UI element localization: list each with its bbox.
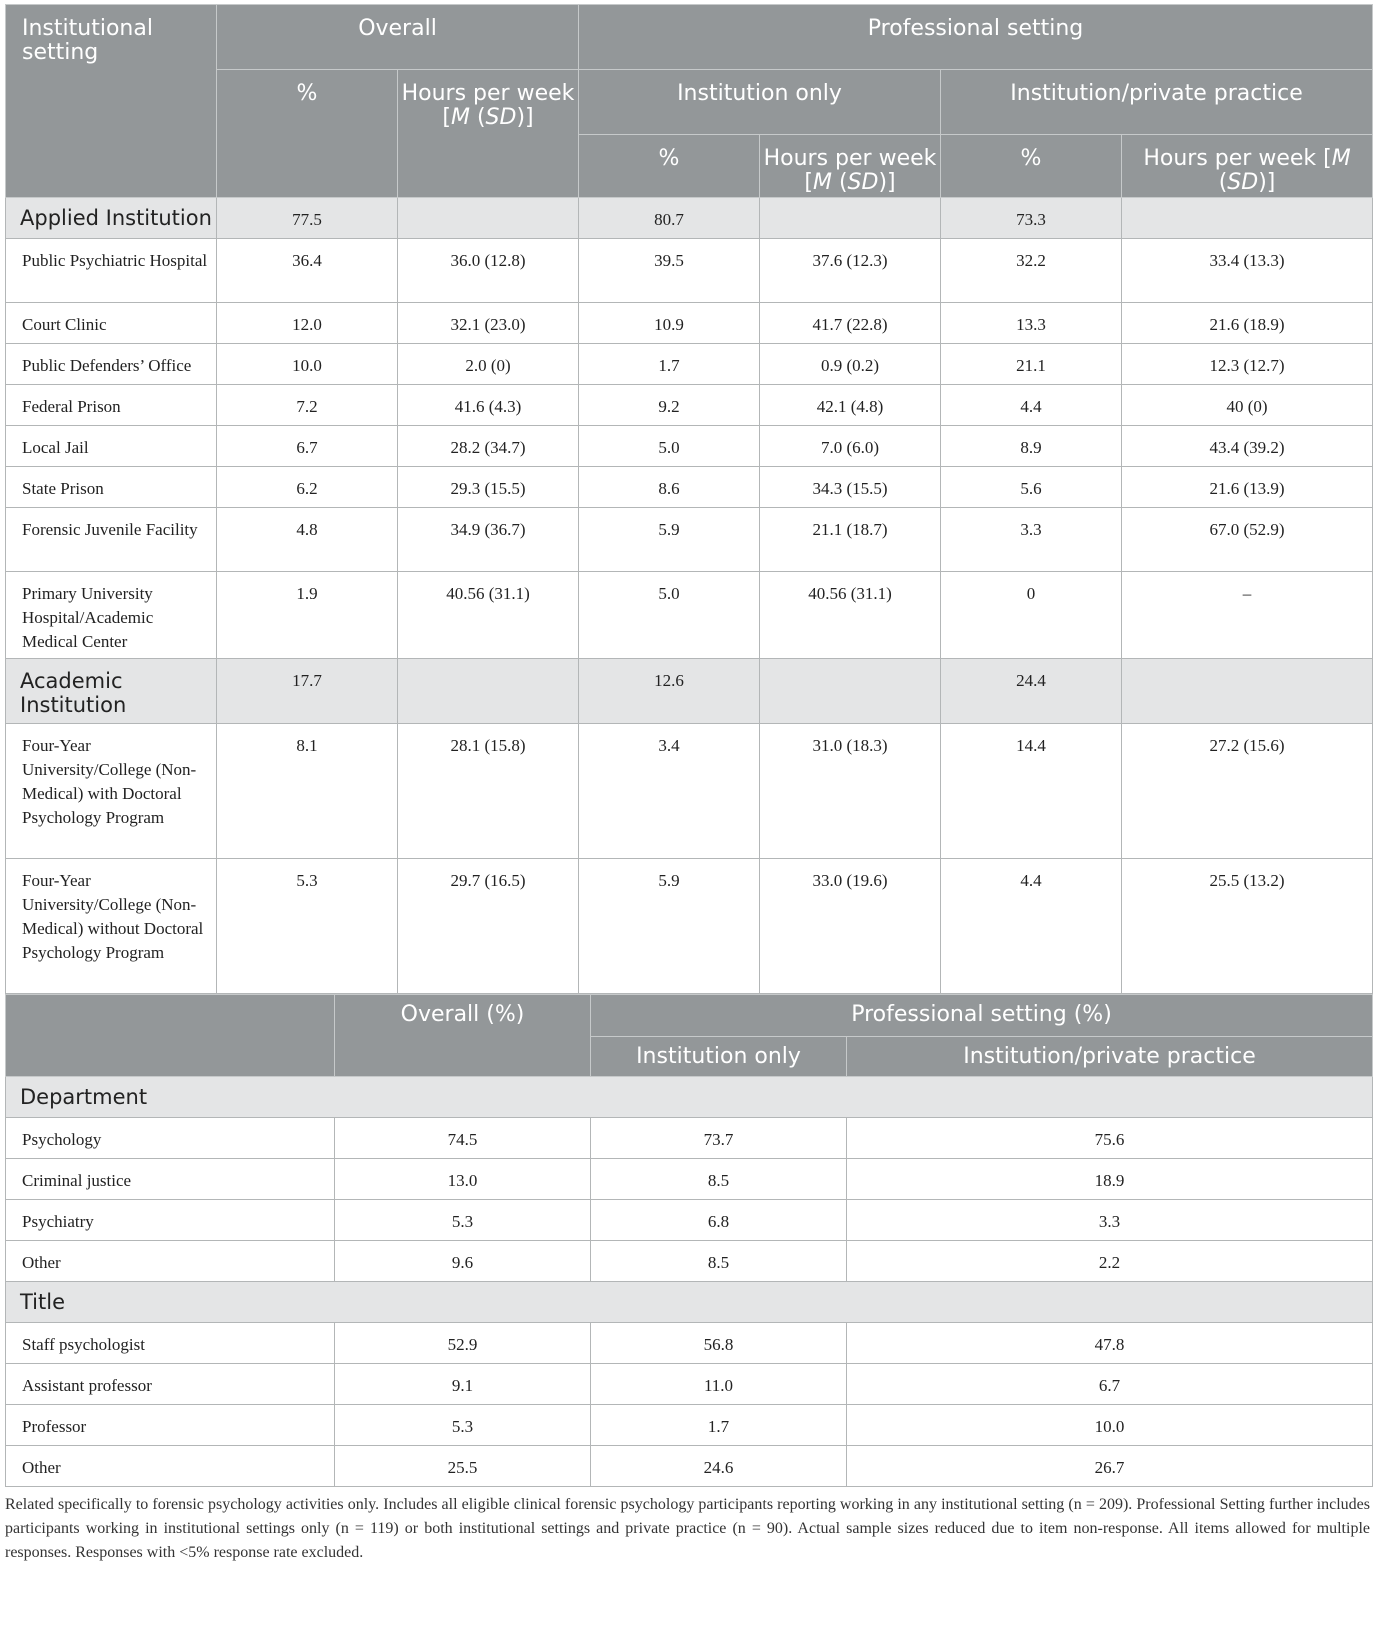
header-overall-pct: % bbox=[217, 70, 398, 198]
overall-hours: 28.1 (15.8) bbox=[398, 724, 579, 859]
overall-pct: 74.5 bbox=[335, 1118, 591, 1159]
section-label: Title bbox=[6, 1282, 1373, 1323]
priv-hours: 21.6 (13.9) bbox=[1122, 467, 1373, 508]
inst-hours: 31.0 (18.3) bbox=[760, 724, 941, 859]
overall-pct: 12.0 bbox=[217, 303, 398, 344]
row-label: Four-Year University/College (Non-Medical) without Doctoral Psychology Program bbox=[6, 859, 217, 994]
priv-pct: 14.4 bbox=[941, 724, 1122, 859]
inst-pct: 3.4 bbox=[579, 724, 760, 859]
row-label: Public Defenders’ Office bbox=[6, 344, 217, 385]
table-row bbox=[6, 1446, 1373, 1487]
inst-pct: 39.5 bbox=[579, 239, 760, 303]
priv-pct: 8.9 bbox=[941, 426, 1122, 467]
table-row bbox=[6, 859, 1373, 994]
header-inst-hours: Hours per week [M (SD)] bbox=[760, 135, 941, 198]
empty-cell bbox=[398, 198, 579, 239]
overall-pct: 52.9 bbox=[335, 1323, 591, 1364]
header-overall-percent: Overall (%) bbox=[335, 995, 591, 1077]
empty-cell bbox=[398, 659, 579, 724]
priv-pct: 18.9 bbox=[847, 1159, 1373, 1200]
section-overall-pct: 17.7 bbox=[217, 659, 398, 724]
section-row bbox=[6, 659, 1373, 724]
table-row bbox=[6, 303, 1373, 344]
overall-pct: 5.3 bbox=[335, 1405, 591, 1446]
row-label: Court Clinic bbox=[6, 303, 217, 344]
table-row bbox=[6, 1405, 1373, 1446]
overall-pct: 10.0 bbox=[217, 344, 398, 385]
overall-hours: 29.3 (15.5) bbox=[398, 467, 579, 508]
section-inst-pct: 80.7 bbox=[579, 198, 760, 239]
section-label: Academic Institution bbox=[6, 659, 217, 724]
overall-pct: 9.1 bbox=[335, 1364, 591, 1405]
inst-pct: 5.9 bbox=[579, 508, 760, 572]
priv-pct: 10.0 bbox=[847, 1405, 1373, 1446]
priv-pct: 3.3 bbox=[847, 1200, 1373, 1241]
table-row bbox=[6, 1364, 1373, 1405]
overall-pct: 36.4 bbox=[217, 239, 398, 303]
inst-hours: 7.0 (6.0) bbox=[760, 426, 941, 467]
header-institutional-setting: Institutional setting bbox=[6, 5, 217, 198]
table-row bbox=[6, 1323, 1373, 1364]
row-label: Criminal justice bbox=[6, 1159, 335, 1200]
header-institution-only: Institution only bbox=[579, 70, 941, 135]
priv-pct: 75.6 bbox=[847, 1118, 1373, 1159]
table-row bbox=[6, 724, 1373, 859]
inst-pct: 24.6 bbox=[591, 1446, 847, 1487]
inst-hours: 42.1 (4.8) bbox=[760, 385, 941, 426]
header-institution-private: Institution/private practice bbox=[941, 70, 1373, 135]
row-label: Psychology bbox=[6, 1118, 335, 1159]
table-row bbox=[6, 467, 1373, 508]
priv-pct: 47.8 bbox=[847, 1323, 1373, 1364]
section-overall-pct: 77.5 bbox=[217, 198, 398, 239]
row-label: Federal Prison bbox=[6, 385, 217, 426]
inst-pct: 73.7 bbox=[591, 1118, 847, 1159]
priv-hours: 67.0 (52.9) bbox=[1122, 508, 1373, 572]
header-overall-hours: Hours per week [M (SD)] bbox=[398, 70, 579, 198]
overall-pct: 4.8 bbox=[217, 508, 398, 572]
inst-pct: 5.0 bbox=[579, 426, 760, 467]
inst-pct: 56.8 bbox=[591, 1323, 847, 1364]
overall-hours: 2.0 (0) bbox=[398, 344, 579, 385]
header-priv-hours: Hours per week [M (SD)] bbox=[1122, 135, 1373, 198]
header-priv-pct: % bbox=[941, 135, 1122, 198]
table-row bbox=[6, 1241, 1373, 1282]
inst-pct: 11.0 bbox=[591, 1364, 847, 1405]
overall-pct: 1.9 bbox=[217, 572, 398, 659]
empty-cell bbox=[1122, 198, 1373, 239]
overall-hours: 36.0 (12.8) bbox=[398, 239, 579, 303]
row-label: Assistant professor bbox=[6, 1364, 335, 1405]
overall-hours: 40.56 (31.1) bbox=[398, 572, 579, 659]
row-label: Local Jail bbox=[6, 426, 217, 467]
priv-pct: 6.7 bbox=[847, 1364, 1373, 1405]
row-label: Professor bbox=[6, 1405, 335, 1446]
table-row bbox=[6, 572, 1373, 659]
overall-pct: 9.6 bbox=[335, 1241, 591, 1282]
priv-hours: 21.6 (18.9) bbox=[1122, 303, 1373, 344]
row-label: Other bbox=[6, 1446, 335, 1487]
section-priv-pct: 73.3 bbox=[941, 198, 1122, 239]
overall-hours: 41.6 (4.3) bbox=[398, 385, 579, 426]
table-row bbox=[6, 508, 1373, 572]
priv-hours: 27.2 (15.6) bbox=[1122, 724, 1373, 859]
department-title-body bbox=[6, 1077, 1373, 1487]
priv-pct: 2.2 bbox=[847, 1241, 1373, 1282]
inst-pct: 8.6 bbox=[579, 467, 760, 508]
institutional-setting-table bbox=[5, 4, 1373, 994]
header-professional-setting: Professional setting bbox=[579, 5, 1373, 70]
empty-cell bbox=[760, 198, 941, 239]
inst-pct: 8.5 bbox=[591, 1159, 847, 1200]
inst-pct: 1.7 bbox=[591, 1405, 847, 1446]
section-row bbox=[6, 1077, 1373, 1118]
row-label: Staff psychologist bbox=[6, 1323, 335, 1364]
inst-hours: 34.3 (15.5) bbox=[760, 467, 941, 508]
inst-pct: 8.5 bbox=[591, 1241, 847, 1282]
inst-hours: 37.6 (12.3) bbox=[760, 239, 941, 303]
inst-hours: 0.9 (0.2) bbox=[760, 344, 941, 385]
inst-hours: 40.56 (31.1) bbox=[760, 572, 941, 659]
section-row bbox=[6, 198, 1373, 239]
inst-hours: 21.1 (18.7) bbox=[760, 508, 941, 572]
row-label: Other bbox=[6, 1241, 335, 1282]
row-label: Public Psychiatric Hospital bbox=[6, 239, 217, 303]
overall-pct: 7.2 bbox=[217, 385, 398, 426]
section-label: Applied Institution bbox=[6, 198, 217, 239]
header-institution-only-2: Institution only bbox=[591, 1037, 847, 1077]
priv-pct: 4.4 bbox=[941, 859, 1122, 994]
table-row bbox=[6, 1200, 1373, 1241]
inst-pct: 5.9 bbox=[579, 859, 760, 994]
overall-pct: 8.1 bbox=[217, 724, 398, 859]
priv-pct: 0 bbox=[941, 572, 1122, 659]
priv-pct: 13.3 bbox=[941, 303, 1122, 344]
overall-hours: 28.2 (34.7) bbox=[398, 426, 579, 467]
table-row bbox=[6, 344, 1373, 385]
empty-cell bbox=[1122, 659, 1373, 724]
overall-pct: 13.0 bbox=[335, 1159, 591, 1200]
overall-hours: 32.1 (23.0) bbox=[398, 303, 579, 344]
overall-pct: 6.7 bbox=[217, 426, 398, 467]
table-row bbox=[6, 426, 1373, 467]
overall-pct: 6.2 bbox=[217, 467, 398, 508]
inst-hours: 41.7 (22.8) bbox=[760, 303, 941, 344]
table-row bbox=[6, 1159, 1373, 1200]
section-priv-pct: 24.4 bbox=[941, 659, 1122, 724]
priv-pct: 3.3 bbox=[941, 508, 1122, 572]
empty-cell bbox=[760, 659, 941, 724]
table-row bbox=[6, 239, 1373, 303]
table-row bbox=[6, 385, 1373, 426]
priv-pct: 21.1 bbox=[941, 344, 1122, 385]
section-row bbox=[6, 1282, 1373, 1323]
inst-pct: 6.8 bbox=[591, 1200, 847, 1241]
header-inst-pct: % bbox=[579, 135, 760, 198]
institutional-setting-body bbox=[6, 198, 1373, 994]
table-row bbox=[6, 1118, 1373, 1159]
table-container bbox=[5, 4, 1372, 1565]
row-label: Psychiatry bbox=[6, 1200, 335, 1241]
inst-pct: 5.0 bbox=[579, 572, 760, 659]
section-inst-pct: 12.6 bbox=[579, 659, 760, 724]
section-label: Department bbox=[6, 1077, 1373, 1118]
priv-hours: 33.4 (13.3) bbox=[1122, 239, 1373, 303]
inst-pct: 1.7 bbox=[579, 344, 760, 385]
overall-hours: 29.7 (16.5) bbox=[398, 859, 579, 994]
table-footnote: Related specifically to forensic psychology activities only. Includes all eligible clinical forensic psychology participants reporting working in any institutional setting (n = 209). Professional Setting further includes participants working in institutional settings only (n = 119) or both institutional settings and private practice (n = 90). Actual sample sizes reduced due to item non-response. All items allowed for multiple responses. Responses with <5% response rate excluded. bbox=[5, 1496, 1370, 1561]
row-label: Four-Year University/College (Non-Medical) with Doctoral Psychology Program bbox=[6, 724, 217, 859]
header-professional-setting-percent: Professional setting (%) bbox=[591, 995, 1373, 1037]
priv-hours: 12.3 (12.7) bbox=[1122, 344, 1373, 385]
department-title-table bbox=[5, 994, 1373, 1487]
inst-pct: 9.2 bbox=[579, 385, 760, 426]
header-institution-private-2: Institution/private practice bbox=[847, 1037, 1373, 1077]
header-blank bbox=[6, 995, 335, 1077]
inst-pct: 10.9 bbox=[579, 303, 760, 344]
overall-hours: 34.9 (36.7) bbox=[398, 508, 579, 572]
priv-pct: 32.2 bbox=[941, 239, 1122, 303]
priv-pct: 4.4 bbox=[941, 385, 1122, 426]
row-label: Primary University Hospital/Academic Medical Center bbox=[6, 572, 217, 659]
overall-pct: 5.3 bbox=[217, 859, 398, 994]
overall-pct: 5.3 bbox=[335, 1200, 591, 1241]
overall-pct: 25.5 bbox=[335, 1446, 591, 1487]
row-label: State Prison bbox=[6, 467, 217, 508]
header-overall: Overall bbox=[217, 5, 579, 70]
priv-pct: 26.7 bbox=[847, 1446, 1373, 1487]
inst-hours: 33.0 (19.6) bbox=[760, 859, 941, 994]
row-label: Forensic Juvenile Facility bbox=[6, 508, 217, 572]
priv-hours: 25.5 (13.2) bbox=[1122, 859, 1373, 994]
priv-hours: 40 (0) bbox=[1122, 385, 1373, 426]
priv-pct: 5.6 bbox=[941, 467, 1122, 508]
priv-hours: – bbox=[1122, 572, 1373, 659]
priv-hours: 43.4 (39.2) bbox=[1122, 426, 1373, 467]
